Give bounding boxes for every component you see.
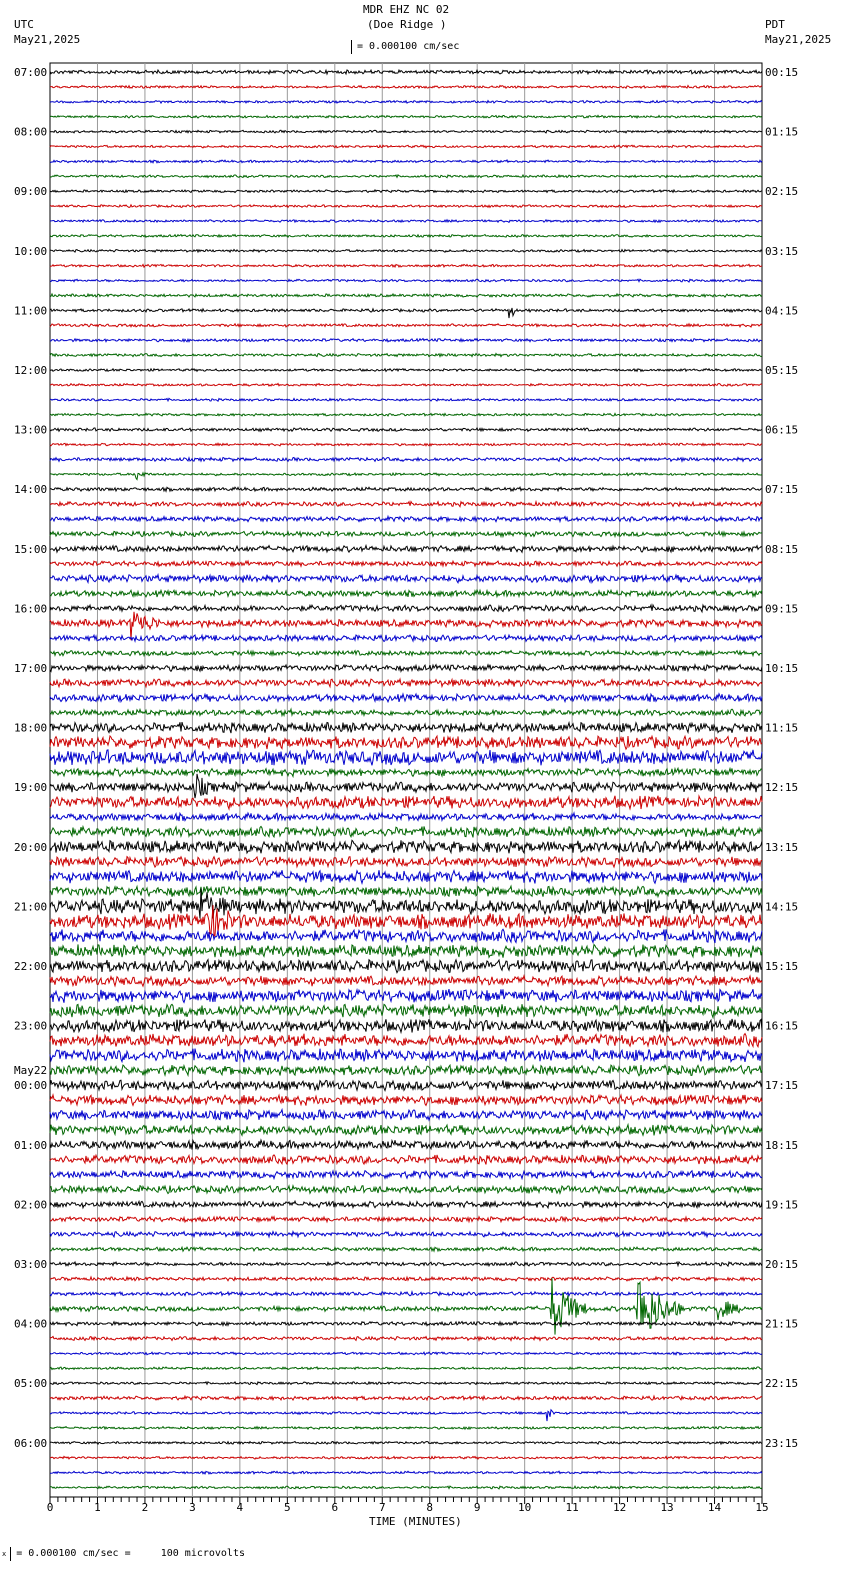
trace-line xyxy=(50,413,762,416)
trace-line xyxy=(50,264,762,267)
trace-line xyxy=(50,796,762,809)
trace-line xyxy=(50,709,762,716)
trace-line xyxy=(50,679,762,687)
utc-hour-label: 01:00 xyxy=(14,1138,48,1152)
trace-line xyxy=(50,546,762,553)
pdt-hour-label: 21:15 xyxy=(765,1317,799,1331)
x-tick-label: 10 xyxy=(518,1501,532,1514)
trace-line xyxy=(50,1171,762,1179)
trace-line xyxy=(50,1278,762,1334)
trace-line xyxy=(50,1410,762,1421)
trace-line xyxy=(50,443,762,446)
trace-line xyxy=(50,989,762,1003)
trace-line xyxy=(50,1352,762,1355)
utc-hour-label: 21:00 xyxy=(14,900,48,914)
trace-line xyxy=(50,1186,762,1194)
plot-frame xyxy=(50,63,762,1497)
utc-hour-label: 13:00 xyxy=(14,423,48,437)
trace-line xyxy=(50,1232,762,1237)
left-date: May21,2025 xyxy=(14,33,81,46)
utc-hour-label: 16:00 xyxy=(14,602,48,616)
x-tick-label: 11 xyxy=(565,1501,579,1514)
trace-line xyxy=(50,1125,762,1136)
pdt-hour-label: 19:15 xyxy=(765,1198,799,1212)
trace-line xyxy=(50,1367,762,1370)
utc-hour-label: 17:00 xyxy=(14,662,48,675)
utc-hour-label: 14:00 xyxy=(14,483,48,497)
left-timezone: UTC xyxy=(14,18,34,31)
pdt-hour-label: 13:15 xyxy=(765,840,799,854)
trace-line xyxy=(50,605,762,612)
trace-line xyxy=(50,960,762,973)
trace-line xyxy=(50,1277,762,1281)
pdt-hour-label: 03:15 xyxy=(765,244,799,258)
trace-line xyxy=(50,1201,762,1208)
trace-line xyxy=(50,1095,762,1106)
trace-line xyxy=(50,1140,762,1149)
trace-line xyxy=(50,279,762,282)
pdt-hour-label: 14:15 xyxy=(765,900,799,914)
trace-line xyxy=(50,665,762,672)
x-tick-label: 6 xyxy=(331,1501,339,1514)
trace-line xyxy=(50,205,762,208)
utc-hour-label: 06:00 xyxy=(14,1436,48,1450)
pdt-hour-label: 07:15 xyxy=(765,483,799,497)
trace-line xyxy=(50,1004,762,1017)
trace-line xyxy=(50,905,762,936)
utc-hour-label: 19:00 xyxy=(14,781,48,795)
trace-line xyxy=(50,1442,762,1445)
x-tick-label: 15 xyxy=(755,1501,769,1514)
trace-line xyxy=(50,354,762,357)
trace-line xyxy=(50,235,762,238)
trace-line xyxy=(50,115,762,118)
trace-line xyxy=(50,722,762,733)
trace-line xyxy=(50,750,762,766)
utc-hour-label: 12:00 xyxy=(14,364,48,377)
trace-line xyxy=(50,694,762,702)
trace-line xyxy=(50,929,762,943)
utc-hour-label: 20:00 xyxy=(14,840,48,854)
trace-line xyxy=(50,294,762,297)
trace-line xyxy=(50,220,762,223)
utc-hour-label: 22:00 xyxy=(14,960,48,973)
trace-line xyxy=(50,1217,762,1222)
x-tick-label: 9 xyxy=(473,1501,481,1514)
pdt-hour-label: 09:15 xyxy=(765,602,799,616)
utc-hour-label: 04:00 xyxy=(14,1317,48,1331)
utc-hour-label: 03:00 xyxy=(14,1258,48,1271)
trace-line xyxy=(50,160,762,163)
trace-line xyxy=(50,870,762,883)
trace-line xyxy=(50,86,762,89)
pdt-hour-label: 05:15 xyxy=(765,364,799,377)
footer-scale xyxy=(2,1547,245,1561)
utc-hour-label: 09:00 xyxy=(14,185,48,199)
trace-line xyxy=(50,944,762,957)
pdt-hour-label: 04:15 xyxy=(765,304,799,318)
footer-scale-text: = 0.000100 cm/sec = 100 microvolts xyxy=(16,1548,245,1559)
trace-line xyxy=(50,1382,762,1385)
scale-text: = 0.000100 cm/sec xyxy=(357,41,460,52)
trace-line xyxy=(50,1486,762,1489)
trace-line xyxy=(50,590,762,597)
utc-hour-label: 08:00 xyxy=(14,125,48,139)
utc-hour-label: 10:00 xyxy=(14,244,48,258)
trace-line xyxy=(50,145,762,148)
trace-line xyxy=(50,886,762,897)
pdt-hour-label: 20:15 xyxy=(765,1258,799,1271)
trace-line xyxy=(50,1427,762,1430)
pdt-hour-label: 08:15 xyxy=(765,542,799,556)
x-tick-label: 4 xyxy=(236,1501,244,1514)
trace-line xyxy=(50,1456,762,1459)
trace-line xyxy=(50,457,762,461)
trace-line xyxy=(50,398,762,401)
x-tick-label: 3 xyxy=(189,1501,196,1514)
trace-line xyxy=(50,502,762,507)
pdt-hour-label: 10:15 xyxy=(765,662,799,675)
utc-hour-label: 11:00 xyxy=(14,304,48,318)
trace-line xyxy=(50,575,762,583)
x-tick-label: 12 xyxy=(612,1501,627,1514)
pdt-hour-label: 01:15 xyxy=(765,125,799,139)
utc-hour-label: 23:00 xyxy=(14,1019,48,1033)
trace-line xyxy=(50,250,762,253)
trace-line xyxy=(50,175,762,178)
trace-line xyxy=(50,888,762,918)
utc-hour-label: 07:00 xyxy=(14,66,48,79)
x-tick-label: 5 xyxy=(284,1501,291,1514)
pdt-hour-label: 17:15 xyxy=(765,1079,799,1093)
trace-line xyxy=(50,774,762,798)
trace-line xyxy=(50,813,762,821)
trace-line xyxy=(50,70,762,74)
trace-line xyxy=(50,1396,762,1400)
x-axis-label: TIME (MINUTES) xyxy=(369,1515,462,1528)
x-tick-label: 14 xyxy=(707,1501,722,1514)
trace-line xyxy=(50,635,762,642)
x-tick-label: 0 xyxy=(46,1501,54,1514)
trace-line xyxy=(50,130,762,133)
pdt-hour-label: 02:15 xyxy=(765,185,799,199)
pdt-hour-label: 15:15 xyxy=(765,960,799,973)
x-tick-label: 8 xyxy=(426,1501,434,1514)
trace-line xyxy=(50,369,762,372)
x-tick-label: 1 xyxy=(94,1501,101,1514)
right-date: May21,2025 xyxy=(765,33,832,46)
trace-line xyxy=(50,561,762,566)
trace-line xyxy=(50,1292,762,1296)
x-tick-label: 13 xyxy=(660,1501,674,1514)
pdt-hour-label: 22:15 xyxy=(765,1377,799,1391)
trace-line xyxy=(50,384,762,387)
footer-mark: x xyxy=(2,1550,7,1558)
trace-line xyxy=(50,1110,762,1121)
trace-line xyxy=(50,1155,762,1165)
x-tick-label: 7 xyxy=(378,1501,386,1514)
pdt-hour-label: 23:15 xyxy=(765,1436,799,1450)
utc-hour-label: 05:00 xyxy=(14,1377,48,1391)
trace-line xyxy=(50,612,762,640)
trace-line xyxy=(50,487,762,491)
trace-line xyxy=(50,736,762,749)
pdt-hour-label: 00:15 xyxy=(765,66,799,79)
pdt-hour-label: 06:15 xyxy=(765,423,799,437)
trace-line xyxy=(50,768,762,776)
date-change-label: May22 xyxy=(14,1064,48,1078)
trace-line xyxy=(50,1471,762,1474)
station-name: (Doe Ridge ) xyxy=(367,18,447,31)
trace-line xyxy=(50,826,762,837)
trace-line xyxy=(50,1034,762,1047)
utc-hour-label: 15:00 xyxy=(14,542,48,556)
trace-line xyxy=(50,101,762,104)
trace-line xyxy=(50,531,762,536)
trace-line xyxy=(50,1080,762,1090)
trace-line xyxy=(50,308,762,318)
trace-line xyxy=(50,1019,762,1033)
x-tick-label: 2 xyxy=(141,1501,149,1514)
utc-hour-label: 02:00 xyxy=(14,1198,48,1212)
trace-line xyxy=(50,857,762,868)
trace-line xyxy=(50,473,762,480)
trace-line xyxy=(50,324,762,327)
pdt-hour-label: 11:15 xyxy=(765,721,799,735)
station-title: MDR EHZ NC 02 xyxy=(363,3,450,16)
trace-line xyxy=(50,1262,762,1266)
trace-line xyxy=(50,516,762,521)
trace-line xyxy=(50,976,762,986)
trace-line xyxy=(50,339,762,342)
trace-line xyxy=(50,1049,762,1063)
trace-line xyxy=(50,428,762,431)
trace-line xyxy=(50,1247,762,1251)
trace-line xyxy=(50,1337,762,1341)
trace-line xyxy=(50,1065,762,1076)
utc-hour-label: 00:00 xyxy=(14,1079,48,1093)
trace-line xyxy=(50,1322,762,1326)
trace-line xyxy=(50,190,762,193)
trace-line xyxy=(50,651,762,656)
pdt-hour-label: 12:15 xyxy=(765,781,799,795)
pdt-hour-label: 18:15 xyxy=(765,1138,799,1152)
pdt-hour-label: 16:15 xyxy=(765,1019,799,1033)
right-timezone: PDT xyxy=(765,18,785,31)
trace-line xyxy=(50,840,762,853)
utc-hour-label: 18:00 xyxy=(14,721,48,735)
